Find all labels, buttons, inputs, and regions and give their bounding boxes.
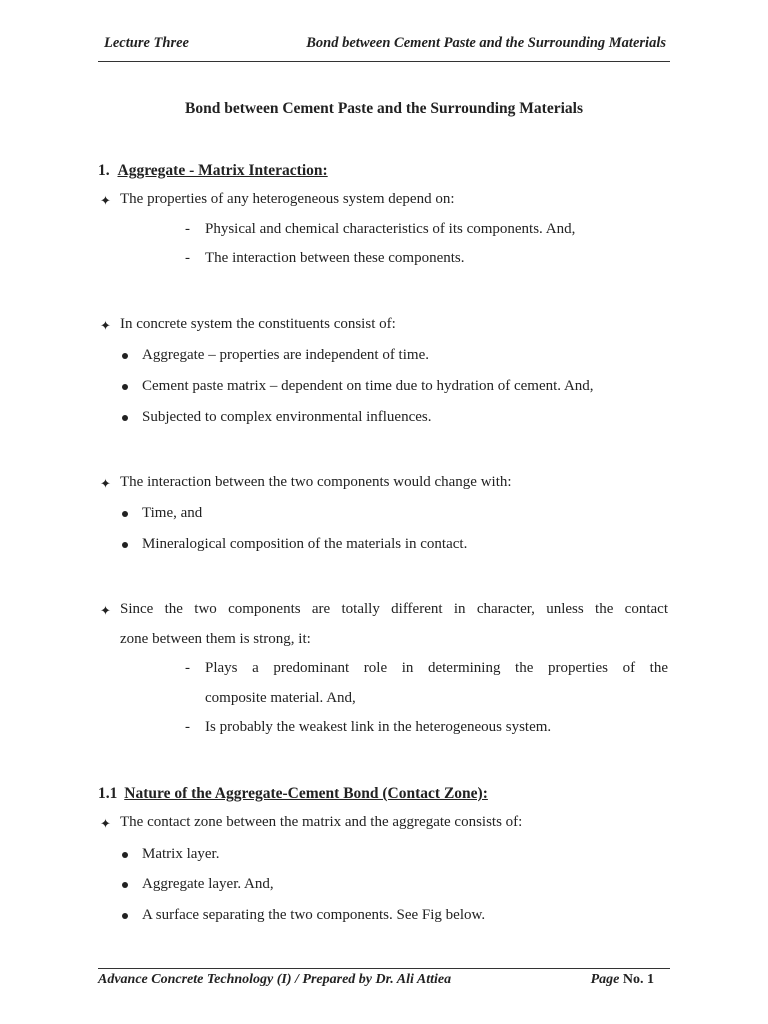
star-bullet-icon: ✦	[100, 318, 111, 333]
block3-bullet-2: Mineralogical composition of the materials in contact.	[142, 536, 468, 552]
block2-bullet-2: Cement paste matrix – dependent on time due to hydration of cement. And,	[142, 378, 594, 394]
header-rule	[98, 61, 670, 62]
block2-lead: In concrete system the constituents consist of:	[120, 316, 396, 332]
footer-page-label: Page	[590, 972, 620, 987]
page-title: Bond between Cement Paste and the Surrounding Materials	[185, 100, 583, 117]
section-1-1-bullet-2: Aggregate layer. And,	[142, 876, 274, 892]
header-right: Bond between Cement Paste and the Surrounding Materials	[306, 35, 666, 51]
block3-bullet-1: Time, and	[142, 505, 203, 521]
header-left: Lecture Three	[104, 35, 189, 51]
block4-dash-1-line-2: composite material. And,	[205, 690, 356, 706]
round-bullet-icon	[122, 384, 128, 390]
section-1-number: 1.	[98, 162, 110, 179]
block4-dash-2: Is probably the weakest link in the heterogeneous system.	[205, 719, 552, 735]
block1-dash-2: The interaction between these components.	[205, 250, 465, 266]
dash-marker: -	[185, 250, 190, 266]
section-1-1-heading	[98, 785, 488, 803]
block4-lead-line-2: zone between them is strong, it:	[120, 631, 311, 647]
block4-lead-line-1: Since the two components are totally different in character, unless the contact	[120, 601, 668, 617]
round-bullet-icon	[122, 852, 128, 858]
star-bullet-icon: ✦	[100, 603, 111, 618]
star-bullet-icon: ✦	[100, 476, 111, 491]
round-bullet-icon	[122, 882, 128, 888]
block2-bullet-3: Subjected to complex environmental influences.	[142, 409, 432, 425]
dash-marker: -	[185, 660, 190, 676]
round-bullet-icon	[122, 913, 128, 919]
block1-lead: The properties of any heterogeneous system depend on:	[120, 191, 455, 207]
section-1-1-number: 1.1	[98, 785, 118, 802]
round-bullet-icon	[122, 511, 128, 517]
footer-left: Advance Concrete Technology (I) / Prepared by Dr. Ali Attiea	[98, 972, 452, 987]
footer-rule	[98, 968, 670, 969]
round-bullet-icon	[122, 542, 128, 548]
round-bullet-icon	[122, 353, 128, 359]
star-bullet-icon: ✦	[100, 816, 111, 831]
footer-page-number	[591, 972, 654, 988]
section-1-heading	[98, 162, 328, 180]
block3-lead: The interaction between the two components would change with:	[120, 474, 512, 490]
block2-bullet-1: Aggregate – properties are independent of time.	[142, 347, 429, 363]
section-1-title: Aggregate - Matrix Interaction:	[117, 162, 328, 179]
star-bullet-icon: ✦	[100, 193, 111, 208]
block4-dash-1-line-1: Plays a predominant role in determining the properties of the	[205, 660, 668, 676]
block1-dash-1: Physical and chemical characteristics of its components. And,	[205, 221, 576, 237]
footer-page-no: No. 1	[622, 972, 654, 987]
round-bullet-icon	[122, 415, 128, 421]
section-1-1-bullet-1: Matrix layer.	[142, 846, 220, 862]
section-1-1-title: Nature of the Aggregate-Cement Bond (Contact Zone):	[124, 785, 488, 802]
dash-marker: -	[185, 221, 190, 237]
section-1-1-bullet-3: A surface separating the two components. See Fig below.	[142, 907, 486, 923]
section-1-1-lead: The contact zone between the matrix and the aggregate consists of:	[120, 814, 523, 830]
dash-marker: -	[185, 719, 190, 735]
